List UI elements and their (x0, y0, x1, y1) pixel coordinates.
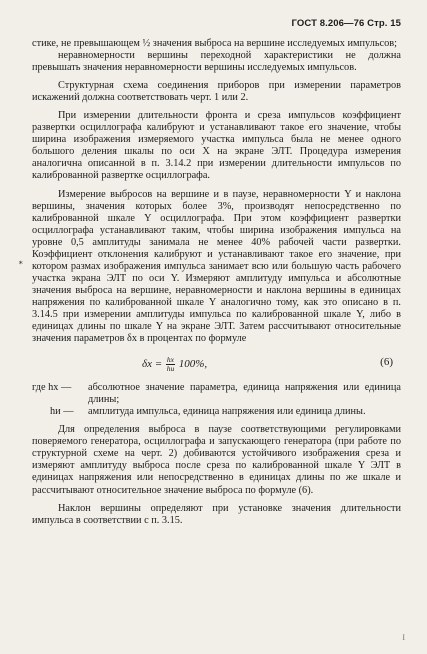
page-header: ГОСТ 8.206—76 Стр. 15 (291, 18, 401, 29)
formula-rhs: 100%, (178, 358, 208, 371)
paragraph-nonuniformity: неравномерности вершины переходной характеристики не должна превышать значения неравномерности вершины исследуемых импульсов. (32, 50, 401, 74)
paragraph-overshoot-measurement: Измерение выбросов на вершине и в паузе, неравномерности Y и наклона вершины, значения которых более 3%, производят непосредственно по калиброванной шкале Y осциллографа. При этом коэффициент развертки осциллографа устанавливают таким, чтобы ширина изображения импульса на уровне 0,5 амплитуды занимала не менее 40% рабочей части развертки. Коэффициент отклонения калибруют и устанавливают такое его значение, при котором размах изображения импульса занимает всю или большую часть рабочего участка экрана ЭЛТ по оси Y. Измеряют амплитуду импульса и абсолютные значения выброса на вершине, неравномерности и наклона вершины в единицах напряжения по калиброванной шкале Y аналогично тому, как это описано в п. 3.14.5 при измерении амплитуды импульса по калиброванной шкале Y, либо в единицах длины по шкале Y на экране ЭЛТ. Затем рассчитывают относительные значения параметров δx в процентах по формуле (32, 188, 401, 345)
paragraph-front-measurement: При измерении длительности фронта и среза импульсов коэффициент развертки осциллографа калибруют и устанавливают такое его значение, чтобы ширина изображения измеряемого участка импульса была не менее одного большого деления шкалы по оси X на экране ЭЛТ. Процедура измерения аналогична описанной в п. 3.14.2 при измерении длительности импульсов по калиброванной развертке осциллографа. (32, 110, 401, 182)
formula-fraction (166, 356, 175, 373)
definition-hi (32, 406, 401, 418)
formula-number: (6) (380, 356, 393, 369)
paragraph-connection-scheme: Структурная схема соединения приборов при измерении параметров искажений должна соответствовать черт. 1 или 2. (32, 80, 401, 104)
formula-denominator: hи (166, 364, 175, 374)
definition-text: абсолютное значение параметра, единица напряжения или единица длины; (88, 382, 401, 406)
paragraph-slope: Наклон вершины определяют при установке значения длительности импульса в соответствии с п. 3.15. (32, 502, 401, 526)
definition-symbol: hи — (50, 406, 74, 418)
corner-mark: I (402, 633, 405, 642)
formula-numerator: hx (166, 355, 175, 365)
definition-symbol: где hx — (32, 382, 72, 394)
page-content (32, 38, 401, 527)
paragraph-pause-overshoot: Для определения выброса в паузе соответствующими регулировками поверяемого генератора, осциллографа и запускающего генератора (при работе по структурной схеме на черт. 2) добиваются устойчивого изображения среза и измеряют амплитуду выброса после среза по калиброванной шкале Y ЭЛТ в единицах напряжения или непосредственно в единицах длины по же шкале и рассчитывают относительное значение выброса по формуле (6). (32, 424, 401, 496)
margin-mark: ∗ (18, 258, 24, 267)
paragraph-continuation: стике, не превышающем ½ значения выброса на вершине исследуемых импульсов; (32, 38, 397, 49)
formula-lhs: δx = (142, 358, 163, 371)
formula-expression (142, 356, 207, 373)
definition-text: амплитуда импульса, единица напряжения или единица длины. (88, 406, 366, 418)
definition-hx (32, 382, 401, 406)
formula-6 (32, 349, 401, 379)
